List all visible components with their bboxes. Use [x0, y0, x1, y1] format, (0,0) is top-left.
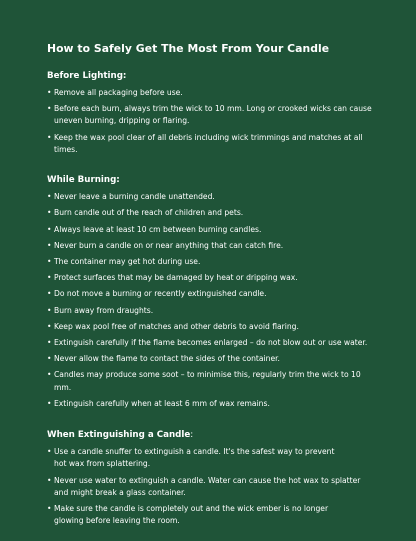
list-item: • Use a candle snuffer to extinguish a candle. It's the safest way to prevent hot wax from splattering.	[47, 446, 376, 471]
list-item: • Keep the wax pool clear of all debris including wick trimmings and matches at all times.	[47, 132, 376, 157]
extinguishing-heading-colon: :	[190, 430, 194, 441]
before-lighting-list	[47, 87, 376, 156]
list-item: • Never allow the flame to contact the sides of the container.	[47, 353, 376, 365]
list-item: • Never leave a burning candle unattended.	[47, 191, 376, 203]
list-item: • Protect surfaces that may be damaged by heat or dripping wax.	[47, 272, 376, 284]
extinguishing-list	[47, 446, 376, 528]
list-item: • Make sure the candle is completely out and the wick ember is no longer glowing before leaving the room.	[47, 503, 376, 528]
extinguishing-heading	[47, 430, 376, 441]
before-lighting-heading: Before Lighting:	[47, 71, 127, 81]
list-item: • Always leave at least 10 cm between burning candles.	[47, 224, 376, 236]
list-item: • Candles may produce some soot – to minimise this, regularly trim the wick to 10 mm.	[47, 369, 376, 394]
while-burning-heading: While Burning:	[47, 175, 120, 186]
list-item: • Never burn a candle on or near anything that can catch fire.	[47, 240, 376, 252]
list-item: • Extinguish carefully if the flame becomes enlarged – do not blow out or use water.	[47, 337, 376, 349]
extinguishing-heading-text: When Extinguishing a Candle	[47, 430, 191, 441]
page-title: How to Safely Get The Most From Your Candle	[47, 42, 330, 55]
list-item: • Remove all packaging before use.	[47, 87, 376, 99]
while-burning-section	[47, 175, 376, 410]
list-item: • Burn away from draughts.	[47, 305, 376, 317]
list-item: • Extinguish carefully when at least 6 mm of wax remains.	[47, 398, 376, 410]
list-item: • Keep wax pool free of matches and other debris to avoid flaring.	[47, 321, 376, 333]
list-item: • Do not move a burning or recently extinguished candle.	[47, 288, 376, 300]
while-burning-list	[47, 191, 376, 410]
extinguishing-section	[47, 430, 376, 528]
list-item: • The container may get hot during use.	[47, 256, 376, 268]
list-item: • Never use water to extinguish a candle. Water can cause the hot wax to splatter and might break a glass container.	[47, 475, 376, 500]
list-item: • Before each burn, always trim the wick to 10 mm. Long or crooked wicks can cause uneven burning, dripping or flaring.	[47, 103, 376, 128]
list-item: • Burn candle out of the reach of children and pets.	[47, 207, 376, 219]
before-lighting-section	[47, 71, 376, 156]
